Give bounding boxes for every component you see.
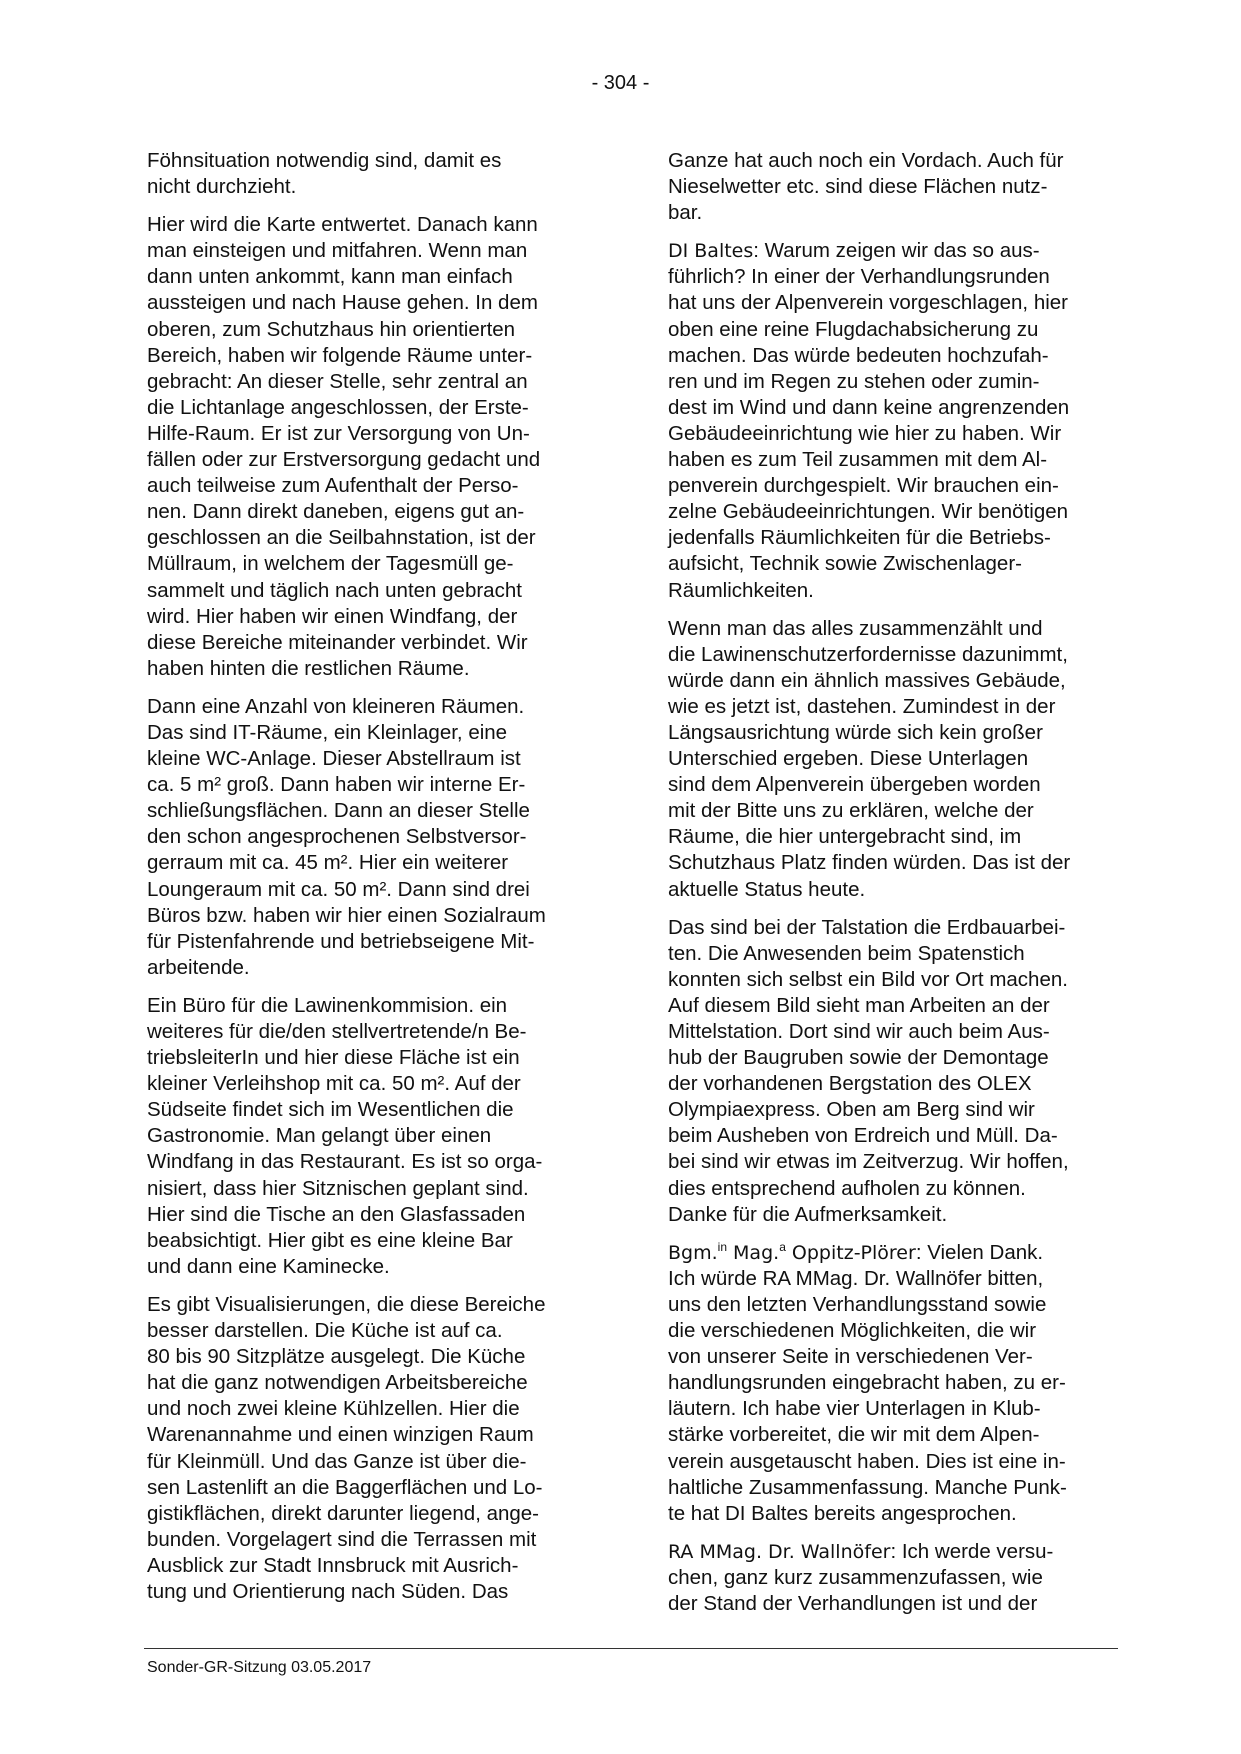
speaker-title-superscript: in — [717, 1239, 727, 1254]
speaker-name: DI Baltes — [668, 240, 754, 263]
paragraph: Das sind bei der Talstation die Erdbauarbei- ten. Die Anwesenden beim Spatenstich konnten sich selbst ein Bild vor Ort machen. Auf diesem Bild sieht man Arbeiten an der Mittelstation. Dort sind wir auch beim Aus- hub der Baugruben sowie der Demontage der vorhandenen Bergstation des OLEX Olympiaexpress. Oben am Berg sind wir beim Ausheben von Erdreich und Müll. Da- bei sind wir etwas im Zeitverzug. Wir hoffen, dies entsprechend aufholen zu können. Danke für die Aufmerksamkeit. — [668, 915, 1069, 1226]
paragraph: Dann eine Anzahl von kleineren Räumen. Das sind IT-Räume, ein Kleinlager, eine kleine WC-Anlage. Dieser Abstellraum ist ca. 5 m² groß. Dann haben wir interne Er- schließungsflächen. Dann an dieser Stelle den schon angesprochenen Selbstversor- gerraum mit ca. 45 m². Hier ein weiterer Loungeraum mit ca. 50 m². Dann sind drei Büros bzw. haben wir hier einen Sozialraum für Pistenfahrende und betriebseigene Mit- arbeitende. — [147, 694, 546, 979]
page-number: - 304 - — [591, 72, 650, 94]
speaker-name: RA MMag. Dr. Wallnöfer — [668, 1540, 891, 1563]
paragraph-speech — [668, 1539, 1116, 1617]
left-column — [147, 148, 595, 1617]
speaker-name: Oppitz-Plörer — [785, 1241, 916, 1264]
paragraph: Es gibt Visualisierungen, die diese Bereiche besser darstellen. Die Küche ist auf ca. 80 bis 90 Sitzplätze ausgelegt. Die Küche hat die ganz notwendigen Arbeitsbereiche und noch zwei kleine Kühlzellen. Hier die Warenannahme und einen winzigen Raum für Kleinmüll. Und das Ganze ist über die- sen Lastenlift an die Baggerflächen und Lo- gistikflächen, direkt darunter liegend, ange- bunden. Vorgelagert sind die Terrassen mit Ausblick zur Stadt Innsbruck mit Ausrich- tung und Orientierung nach Süden. Das — [147, 1292, 546, 1603]
speaker-degree: Mag. — [727, 1241, 780, 1264]
speech-text: : Vielen Dank. Ich würde RA MMag. Dr. Wallnöfer bitten, uns den letzten Verhandlungsstand sowie die verschiedenen Möglichkeiten, die wir von unserer Seite in verschiedenen Ver- handlungsrunden eingebracht haben, zu er- läutern. Ich habe vier Unterlagen in Klub- stärke vorbereitet, die wir mit dem Alpen- verein ausgetauscht haben. Dies ist eine in- haltliche Zusammenfassung. Manche Punk- te hat DI Baltes bereits angesprochen. — [668, 1240, 1067, 1525]
speech-text: : Ich werde versu- chen, ganz kurz zusammenzufassen, wie der Stand der Verhandlungen ist und der — [668, 1539, 1054, 1615]
right-column — [668, 148, 1116, 1629]
speaker-title: Bgm. — [668, 1241, 718, 1264]
footer-divider — [144, 1648, 1118, 1649]
paragraph: Wenn man das alles zusammenzählt und die Lawinenschutzerfordernisse dazunimmt, würde dann ein ähnlich massives Gebäude, wie es jetzt ist, dastehen. Zumindest in der Längsausrichtung würde sich kein großer Unterschied ergeben. Diese Unterlagen sind dem Alpenverein übergeben worden mit der Bitte uns zu erklären, welche der Räume, die hier untergebracht sind, im Schutzhaus Platz finden würden. Das ist der aktuelle Status heute. — [668, 616, 1071, 901]
speaker-degree-superscript: a — [779, 1239, 786, 1254]
paragraph: Föhnsituation notwendig sind, damit es nicht durchzieht. — [147, 149, 502, 199]
speech-text: : Warum zeigen wir das so aus- führlich? In einer der Verhandlungsrunden hat uns der Alpenverein vorgeschlagen, hier oben eine reine Flugdachabsicherung zu machen. Das würde bedeuten hochzufah- ren und im Regen zu stehen oder zumin- dest im Wind und dann keine angrenzenden Gebäudeeinrichtung wie hier zu haben. Wir haben es zum Teil zusammen mit dem Al- penverein durchgespielt. Wir brauchen ein- zelne Gebäudeeinrichtungen. Wir benötigen jedenfalls Räumlichkeiten für die Betriebs- aufsicht, Technik sowie Zwischenlager- Räumlichkeiten. — [668, 239, 1070, 602]
paragraph: Hier wird die Karte entwertet. Danach kann man einsteigen und mitfahren. Wenn man dann unten ankommt, kann man einfach aussteigen und nach Hause gehen. In dem oberen, zum Schutzhaus hin orientierten Bereich, haben wir folgende Räume unter- gebracht: An dieser Stelle, sehr zentral an die Lichtanlage angeschlossen, der Erste- Hilfe-Raum. Er ist zur Versorgung von Un- fällen oder zur Erstversorgung gedacht und auch teilweise zum Aufenthalt der Perso- nen. Dann direkt daneben, eigens gut an- geschlossen an die Seilbahnstation, ist der Müllraum, in welchem der Tagesmüll ge- sammelt und täglich nach unten gebracht wird. Hier haben wir einen Windfang, der diese Bereiche miteinander verbindet. Wir haben hinten die restlichen Räume. — [147, 213, 541, 680]
paragraph: Ganze hat auch noch ein Vordach. Auch für Nieselwetter etc. sind diese Flächen nutz- bar. — [668, 149, 1064, 225]
paragraph-speech — [668, 238, 1116, 603]
footer-text: Sonder-GR-Sitzung 03.05.2017 — [147, 1659, 372, 1676]
paragraph: Ein Büro für die Lawinenkommision. ein weiteres für die/den stellvertretende/n Be- triebsleiterIn und hier diese Fläche ist ein kleiner Verleihshop mit ca. 50 m². Auf der Südseite findet sich im Wesentlichen die Gastronomie. Man gelangt über einen Windfang in das Restaurant. Es ist so orga- nisiert, dass hier Sitznischen geplant sind. Hier sind die Tische an den Glasfassaden beabsichtigt. Hier gibt es eine kleine Bar und dann eine Kaminecke. — [147, 993, 543, 1278]
paragraph-speech — [668, 1240, 1116, 1527]
